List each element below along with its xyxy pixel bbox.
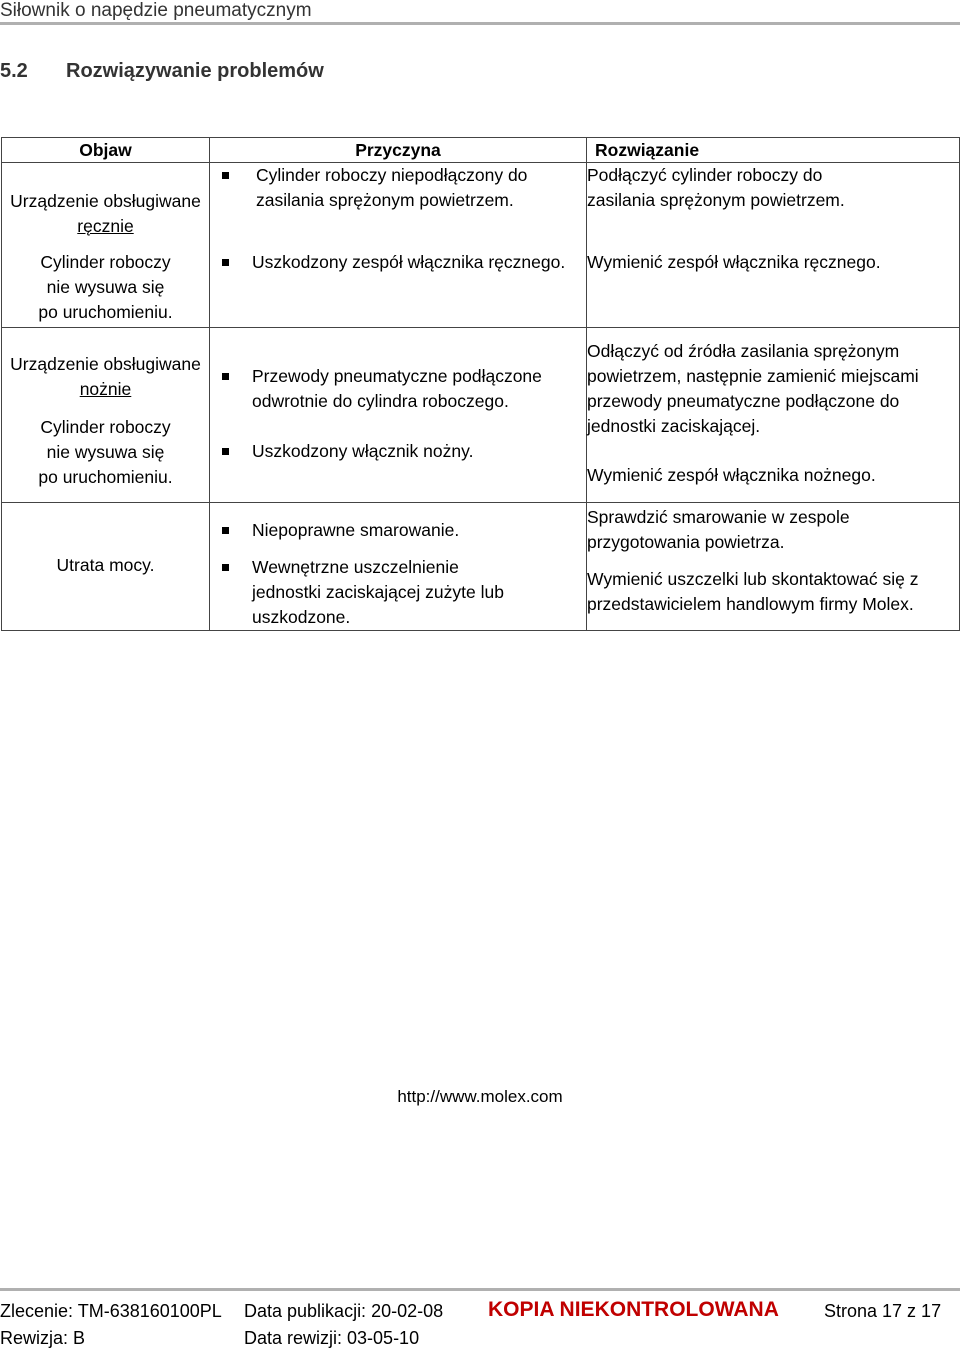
symptom-text: Cylinder roboczy [40, 252, 171, 272]
table-row [2, 163, 960, 240]
solution-text: Odłączyć od źródła zasilania sprężonym powietrzem, następnie zamienić miejscami przewody pneumatyczne podłączone do jednostki zaciskającej. [587, 341, 919, 436]
solution-cell [587, 503, 960, 631]
symptom-text: nożnie [79, 379, 132, 399]
footer-line-2 [0, 1328, 960, 1352]
uncontrolled-copy-notice: KOPIA NIEKONTROLOWANA [488, 1298, 779, 1321]
cause-list [210, 250, 586, 275]
footer-url: http://www.molex.com [397, 1087, 563, 1106]
symptom-text: nie wysuwa się [46, 277, 165, 297]
cause-list [210, 163, 586, 213]
cause-cell [210, 328, 587, 503]
solution-text: Podłączyć cylinder roboczy do zasilania sprężonym powietrzem. [587, 165, 845, 210]
header-divider [0, 22, 960, 25]
symptom-text: po uruchomieniu. [38, 302, 173, 322]
page-number: Strona 17 z 17 [824, 1301, 942, 1321]
list-item: Uszkodzony włącznik nożny. [210, 439, 586, 464]
list-item: Uszkodzony zespół włącznika ręcznego. [210, 250, 586, 275]
section-title: Rozwiązywanie problemów [66, 60, 324, 82]
symptom-text: po uruchomieniu. [38, 467, 173, 487]
list-item: Niepoprawne smarowanie. [210, 518, 586, 543]
section-number: 5.2 [0, 60, 28, 82]
table-row [2, 328, 960, 503]
symptom-cell [2, 328, 210, 503]
solution-cell [587, 239, 960, 328]
table-row [2, 503, 960, 631]
symptom-text: ręcznie [77, 216, 134, 236]
symptom-text: Utrata mocy. [56, 555, 155, 575]
solution-text: Sprawdzić smarowanie w zespole przygotowania powietrza. [587, 507, 850, 552]
symptom-cell [2, 163, 210, 240]
cause-cell [210, 503, 587, 631]
cause-cell [210, 163, 587, 240]
cause-cell [210, 239, 587, 328]
solution-cell [587, 163, 960, 240]
footer-line-1 [0, 1298, 960, 1327]
symptom-cell [2, 239, 210, 328]
document-header-title: Siłownik o napędzie pneumatycznym [0, 0, 312, 21]
solution-text: Wymienić uszczelki lub skontaktować się z przedstawicielem handlowym firmy Molex. [587, 569, 919, 614]
solution-cell [587, 328, 960, 503]
section-heading [0, 60, 324, 83]
cause-list [210, 364, 586, 464]
column-header-symptom: Objaw [2, 138, 210, 163]
revision: Rewizja: B [0, 1328, 86, 1348]
column-header-cause: Przyczyna [210, 138, 587, 163]
list-item: Wewnętrzne uszczelnienie jednostki zaciskającej zużyte lub uszkodzone. [210, 555, 586, 630]
symptom-text: Urządzenie obsługiwane [10, 191, 201, 211]
footer-divider [0, 1288, 960, 1291]
table-header-row [2, 138, 960, 163]
troubleshooting-table [1, 137, 960, 631]
solution-text: Wymienić zespół włącznika ręcznego. [587, 252, 881, 272]
symptom-text: Cylinder roboczy [40, 417, 171, 437]
symptom-text: nie wysuwa się [46, 442, 165, 462]
cause-list [210, 518, 586, 630]
list-item: Przewody pneumatyczne podłączone odwrotnie do cylindra roboczego. [210, 364, 586, 414]
symptom-cell [2, 503, 210, 631]
order-number: Zlecenie: TM-638160100PL [0, 1301, 222, 1321]
publication-date: Data publikacji: 20-02-08 [244, 1301, 444, 1321]
revision-date: Data rewizji: 03-05-10 [244, 1328, 420, 1348]
column-header-solution: Rozwiązanie [587, 138, 960, 163]
symptom-text: Urządzenie obsługiwane [10, 354, 201, 374]
list-item: Cylinder roboczy niepodłączony do zasilania sprężonym powietrzem. [210, 163, 586, 213]
table-row [2, 239, 960, 328]
solution-text: Wymienić zespół włącznika nożnego. [587, 465, 876, 485]
